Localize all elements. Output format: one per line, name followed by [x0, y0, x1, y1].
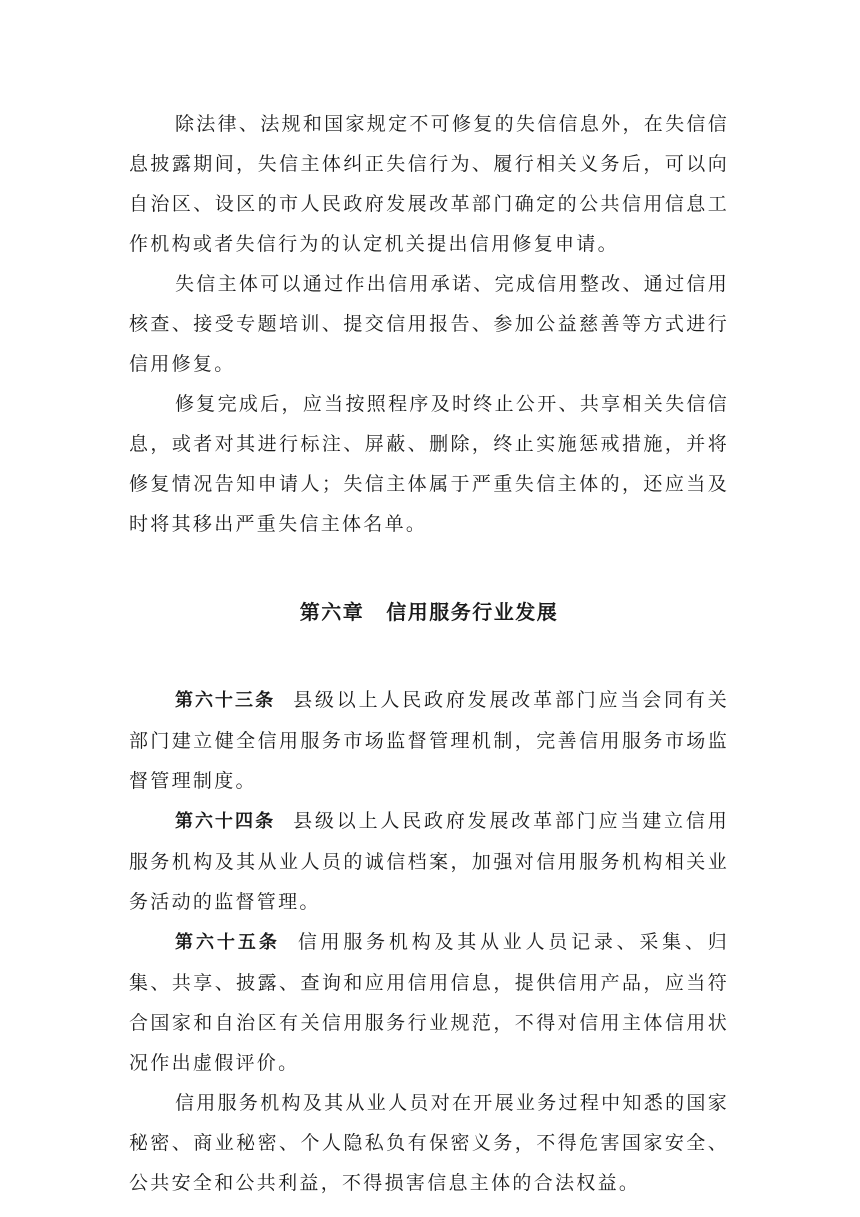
article-63 — [129, 680, 729, 801]
article-list — [129, 680, 729, 1203]
article-text: 县级以上人民政府发展改革部门应当会同有关部门建立健全信用服务市场监督管理机制，完善信用服务市场监督管理制度。 — [129, 689, 729, 792]
paragraph-credit-repair-methods: 失信主体可以通过作出信用承诺、完成信用整改、通过信用核查、接受专题培训、提交信用报告、参加公益慈善等方式进行信用修复。 — [129, 273, 729, 375]
paragraph-confidentiality: 信用服务机构及其从业人员对在开展业务过程中知悉的国家秘密、商业秘密、个人隐私负有保密义务，不得危害国家安全、公共安全和公共利益，不得损害信息主体的合法权益。 — [129, 1092, 729, 1194]
article-64 — [129, 801, 729, 922]
chapter-heading — [129, 592, 729, 632]
paragraph-credit-repair-application: 除法律、法规和国家规定不可修复的失信信息外，在失信信息披露期间，失信主体纠正失信行为、履行相关义务后，可以向自治区、设区的市人民政府发展改革部门确定的公共信用信息工作机构或者失信行为的认定机关提出信用修复申请。 — [129, 113, 729, 255]
article-text: 县级以上人民政府发展改革部门应当建立信用服务机构及其从业人员的诚信档案，加强对信用服务机构相关业务活动的监督管理。 — [129, 810, 729, 913]
document-page — [129, 104, 729, 1203]
chapter-title: 信用服务行业发展 — [386, 600, 559, 624]
article-65 — [129, 922, 729, 1083]
article-label: 第六十三条 — [175, 690, 276, 711]
article-label: 第六十四条 — [175, 811, 276, 832]
article-label: 第六十五条 — [175, 932, 280, 953]
chapter-number: 第六章 — [299, 600, 365, 624]
article-text: 信用服务机构及其从业人员记录、采集、归集、共享、披露、查询和应用信用信息，提供信用产品，应当符合国家和自治区有关信用服务行业规范，不得对信用主体信用状况作出虚假评价。 — [129, 931, 730, 1074]
paragraph-repair-completion: 修复完成后，应当按照程序及时终止公开、共享相关失信信息，或者对其进行标注、屏蔽、删除，终止实施惩戒措施，并将修复情况告知申请人；失信主体属于严重失信主体的，还应当及时将其移出严重失信主体名单。 — [129, 393, 729, 535]
